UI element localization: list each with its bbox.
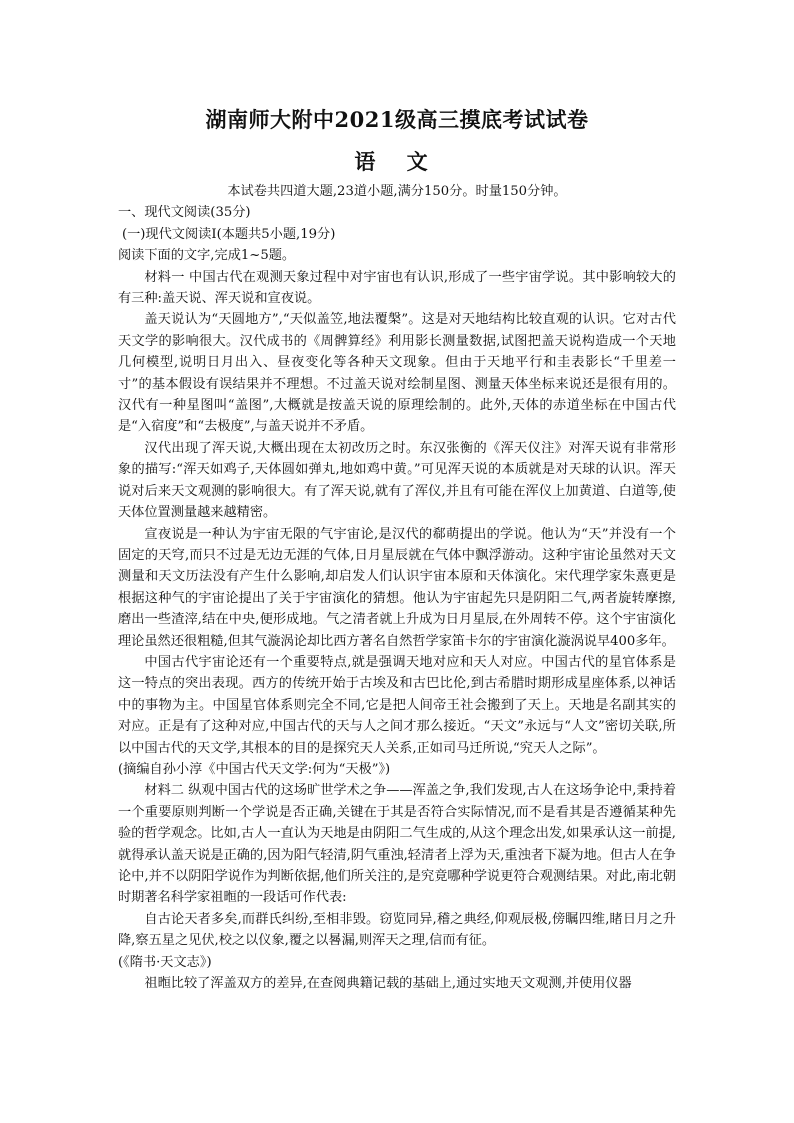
subsection-heading: (一)现代文阅读Ⅰ(本题共5小题,19分) — [121, 226, 336, 242]
material1-paragraph-5: 中国古代宇宙论还有一个重要特点,就是强调天地对应和天人对应。中国古代的星官体系是这一特点的突出表现。西方的传统开始于古埃及和古巴比伦,到古希腊时期形成星座体系,以神话中的事物为主。中国星官体系则完全不同,它是把人间帝王社会搬到了天上。天地是名副其实的对应。正是有了这种对应,中国古代的天与人之间才那么接近。“天文”永远与“人文”密切关联,所以中国古代的天文学,其根本的目的是探究天人关系,正如司马迁所说,“究天人之际”。 — [118, 654, 676, 756]
material2-quote: 自古论天者多矣,而群氏纠纷,至相非毁。窃览同异,稽之典经,仰观辰极,傍瞩四维,睹日月之升降,察五星之见伏,校之以仪象,覆之以晷漏,则浑天之理,信而有征。 — [118, 911, 676, 949]
material1-paragraph-2: 盖天说认为“天圆地方”,“天似盖笠,地法覆槃”。这是对天地结构比较直观的认识。它对古代天文学的影响很大。汉代成书的《周髀算经》利用影长测量数据,试图把盖天说构造成一个天地几何模型,说明日月出入、昼夜变化等各种天文现象。但由于天地平行和圭表影长“千里差一寸”的基本假设有误结果并不理想。不过盖天说对绘制星图、测量天体坐标来说还是很有用的。汉代有一种星图叫“盖图”,大概就是按盖天说的原理绘制的。此外,天体的赤道坐标在中国古代是“入宿度”和“去极度”,与盖天说并不矛盾。 — [118, 312, 676, 435]
material2-paragraph-2: 祖暅比较了浑盖双方的差异,在查阅典籍记载的基础上,通过实地天文观测,并使用仪器 — [144, 976, 632, 992]
material1-paragraph-4: 宣夜说是一种认为宇宙无限的气宇宙论,是汉代的郗萌提出的学说。他认为“天”并没有一个固定的天穹,而只不过是无边无涯的气体,日月星辰就在气体中飘浮游动。这种宇宙论虽然对天文测量和天文历法没有产生什么影响,却启发人们认识宇宙本原和天体演化。宋代理学家朱熹更是根据这种气的宇宙论提出了关于宇宙演化的猜想。他认为宇宙起先只是阴阳二气,两者旋转摩擦,磨出一些渣滓,结在中央,便形成地。气之清者就上升成为日月星辰,在外周转不停。这个宇宙演化理论虽然还很粗糙,但其气漩涡论却比西方著名自然哲学家笛卡尔的宇宙演化漩涡说早400多年。 — [118, 526, 676, 649]
subject-title: 语 文 — [354, 149, 440, 174]
exam-title: 湖南师大附中2021级高三摸底考试试卷 — [205, 107, 589, 132]
exam-body — [118, 181, 676, 994]
section-heading: 一、现代文阅读(35分) — [118, 205, 251, 221]
material2-source: (《隋书·天文志》) — [118, 954, 212, 970]
material2-paragraph-1: 材料二 纵观中国古代的这场旷世学术之争——浑盖之争,我们发现,古人在这场争论中,秉持着一个重要原则判断一个学说是否正确,关键在于其是否符合实际情况,而不是看其是否遵循某种先验的哲学观念。比如,古人一直认为天地是由阴阳二气生成的,从这个理念出发,如果承认这一前提,就得承认盖天说是正确的,因为阳气轻清,阴气重浊,轻清者上浮为天,重浊者下凝为地。但古人在争论中,并不以阴阳学说作为判断依据,他们所关注的,是究竟哪种学说更符合观测结果。对此,南北朝时期著名科学家祖暅的一段话可作代表: — [118, 783, 676, 906]
material1-paragraph-3: 汉代出现了浑天说,大概出现在太初改历之时。东汉张衡的《浑天仪注》对浑天说有非常形象的描写:“浑天如鸡子,天体圆如弹丸,地如鸡中黄。”可见浑天说的本质就是对天球的认识。浑天说对后来天文观测的影响很大。有了浑天说,就有了浑仪,并且有可能在浑仪上加黄道、白道等,使天体位置测量越来越精密。 — [118, 440, 676, 521]
material1-source: (摘编自孙小淳《中国古代天文学:何为“天极”》) — [118, 761, 391, 777]
exam-info: 本试卷共四道大题,23道小题,满分150分。时量150分钟。 — [227, 184, 567, 199]
reading-instruction: 阅读下面的文字,完成1~5题。 — [118, 248, 296, 264]
material1-paragraph-1: 材料一 中国古代在观测天象过程中对宇宙也有认识,形成了一些宇宙学说。其中影响较大的有三种:盖天说、浑天说和宣夜说。 — [118, 269, 676, 307]
